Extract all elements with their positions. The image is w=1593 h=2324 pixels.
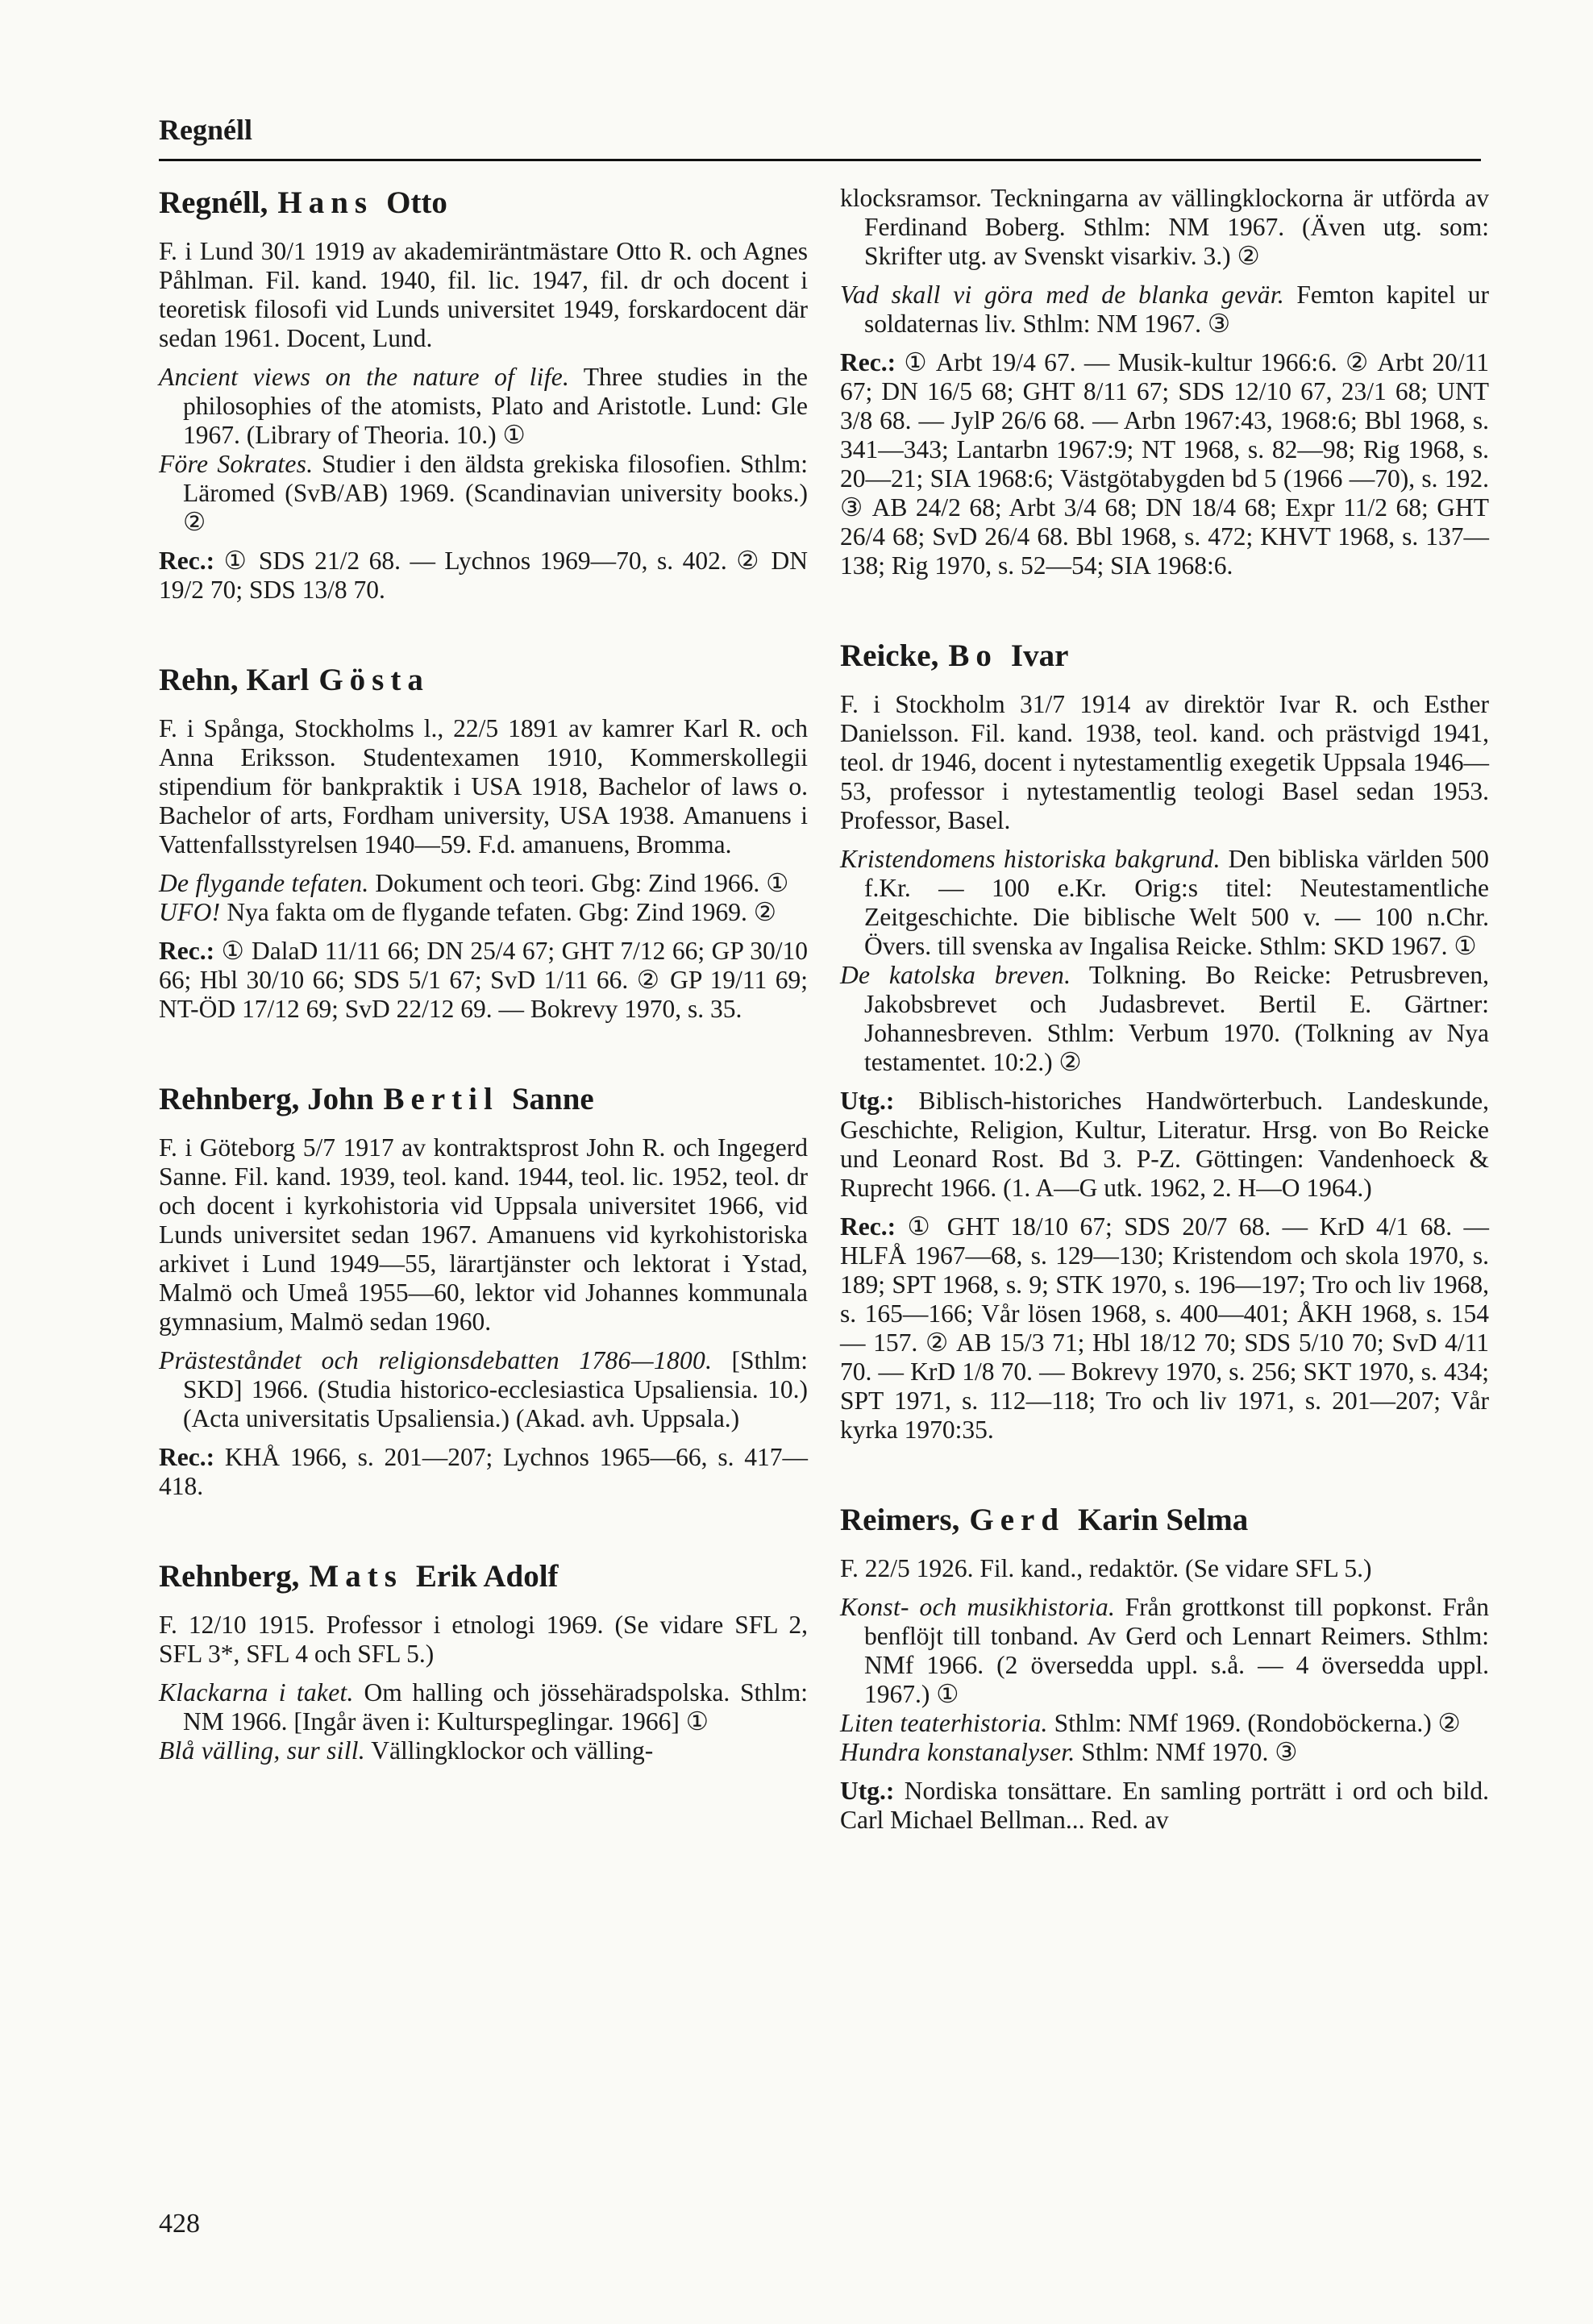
rec-line-label: Rec.:: [159, 1443, 215, 1471]
entry-surname: Reimers,: [840, 1503, 960, 1537]
work-item: [840, 961, 1489, 1077]
rec-line-text: KHÅ 1966, s. 201—207; Lychnos 1965—66, s. 417—418.: [159, 1443, 809, 1500]
entry-given-name: Gerd: [969, 1503, 1066, 1537]
work-details: [Sthlm: SKD] 1966. (Studia historico-ecclesiastica Upsaliensia. 10.) (Acta universitatis Upsaliensia.) (Akad. avh. Uppsala.): [183, 1346, 809, 1432]
work-item: [159, 450, 808, 537]
work-item: [159, 869, 808, 898]
work-details: Three studies in the philosophies of the atomists, Plato and Aristotle. Lund: Gle 1967. (Library of Theoria. 10.) ①: [183, 363, 808, 449]
entry: [840, 637, 1489, 1445]
work-item: [159, 1346, 808, 1433]
entry-bio: F. i Spånga, Stockholms l., 22/5 1891 av kamrer Karl R. och Anna Eriksson. Studentexamen 1910, Kommerskollegii stipendium för bankpraktik i USA 1918, Bachelor of laws o. Bachelor of arts, Fordham university, USA 1938. Amanuens i Vattenfallsstyrelsen 1940—59. F.d. amanuens, Bromma.: [159, 714, 808, 859]
work-details: Dokument och teori. Gbg: Zind 1966. ①: [368, 869, 789, 897]
work-title: Vad skall vi göra med de blanka gevär.: [840, 281, 1285, 309]
work-title: Prästeståndet och religionsdebatten 1786—1800.: [159, 1346, 713, 1374]
running-head: Regnéll: [159, 114, 252, 146]
work-details: Tolkning. Bo Reicke: Petrusbreven, Jakobsbrevet och Judasbrevet. Bertil E. Gärtner: Johannesbreven. Sthlm: Verbum 1970. (Tolkning av Nya testamentet. 10:2.) ②: [864, 961, 1490, 1076]
entry-surname: Reicke,: [840, 638, 939, 673]
rec-line-text: ① GHT 18/10 67; SDS 20/7 68. — KrD 4/1 68. — HLFÅ 1967—68, s. 129—130; Kristendom och skola 1970, s. 189; SPT 1968, s. 9; STK 1970, s. 196—197; Tro och liv 1968, s. 165—166; Vår lösen 1968, s. 400—401; ÅKH 1968, s. 154— 157. ② AB 15/3 71; Hbl 18/12 70; SDS 5/10 70; SvD 4/11 70. — KrD 1/8 70. — Bokrevy 1970, s. 256; SKT 1970, s. 434; SPT 1971, s. 112—118; Tro och liv 1971, s. 201—207; Vår kyrka 1970:35.: [840, 1212, 1490, 1444]
work-item: [159, 1736, 808, 1765]
utg-line-label: Utg.:: [840, 1777, 895, 1805]
entry: [159, 1557, 808, 1765]
work-title: Blå välling, sur sill.: [159, 1736, 365, 1765]
work-title: Konst- och musikhistoria.: [840, 1593, 1116, 1621]
work-details: Från grottkonst till popkonst. Från benflöjt till tonband. Av Gerd och Lennart Reimers. Sthlm: NMf 1966. (2 översedda uppl. s.å. — 4 översedda uppl. 1967.) ①: [864, 1593, 1489, 1708]
entry-bio: F. 22/5 1926. Fil. kand., redaktör. (Se vidare SFL 5.): [840, 1554, 1372, 1582]
work-title: Hundra konstanalyser.: [840, 1738, 1075, 1766]
work-details: klocksramsor. Teckningarna av vällingklockorna är utförda av Ferdinand Boberg. Sthlm: NM 1967. (Även utg. som: Skrifter utg. av Svenskt visarkiv. 3.) ②: [840, 184, 1489, 270]
work-item: [159, 898, 808, 927]
header-rule: [159, 159, 1481, 161]
entry-surname: Rehnberg, John: [159, 1082, 374, 1116]
work-title: UFO!: [159, 898, 221, 926]
rec-line: [159, 937, 808, 1024]
work-title: Före Sokrates.: [159, 450, 314, 478]
work-title: Liten teaterhistoria.: [840, 1709, 1048, 1737]
entry-other-names: Erik Adolf: [415, 1559, 559, 1594]
entry: [159, 1080, 808, 1501]
entry-bio: F. i Lund 30/1 1919 av akademiräntmästare Otto R. och Agnes Påhlman. Fil. kand. 1940, fil. lic. 1947, fil. dr och docent i teoretisk filosofi vid Lunds universitet 1949, forskardocent där sedan 1961. Docent, Lund.: [159, 237, 808, 352]
utg-line-text: Nordiska tonsättare. En samling porträtt i ord och bild. Carl Michael Bellman... Red. av: [840, 1777, 1490, 1834]
entry-bio: F. 12/10 1915. Professor i etnologi 1969. (Se vidare SFL 2, SFL 3*, SFL 4 och SFL 5.): [159, 1611, 808, 1668]
utg-line-text: Biblisch-historiches Handwörterbuch. Landeskunde, Geschichte, Religion, Kultur, Literatur. Hrsg. von Bo Reicke und Leonard Rost. Bd 3. P-Z. Göttingen: Vandenhoeck & Ruprecht 1966. (1. A—G utk. 1962, 2. H—O 1964.): [840, 1087, 1490, 1202]
work-details: Den bibliska världen 500 f.Kr. — 100 e.Kr. Orig:s titel: Neutestamentliche Zeitgeschichte. Die biblische Welt 500 v. — 100 n.Chr. Övers. till svenska av Ingalisa Reicke. Sthlm: SKD 1967. ①: [864, 845, 1490, 960]
entry-surname: Regnéll,: [159, 185, 268, 220]
right-column: [840, 184, 1489, 1891]
entry-heading: [159, 184, 808, 222]
utg-line: [840, 1777, 1489, 1835]
entry-heading: [159, 1080, 808, 1119]
entry-bio: F. i Göteborg 5/7 1917 av kontraktsprost John R. och Ingegerd Sanne. Fil. kand. 1939, teol. kand. 1944, teol. lic. 1952, teol. dr och docent i kyrkohistoria vid Uppsala universitet 1966, vid Lunds universitet sedan 1967. Amanuens vid kyrkohistoriska arkivet i Lund 1949—55, lärartjänster och lektorat i Ystad, Malmö och Umeå 1955—60, lektor vid Johannes kommunala gymnasium, Malmö sedan 1960.: [159, 1133, 808, 1336]
work-item: [840, 1709, 1489, 1738]
work-details: Sthlm: NMf 1969. (Rondoböckerna.) ②: [1047, 1709, 1461, 1737]
entry-surname: Rehn, Karl: [159, 663, 310, 697]
entry: [840, 1501, 1489, 1835]
rec-line-label: Rec.:: [840, 348, 896, 376]
work-item: [159, 363, 808, 450]
work-item: [840, 281, 1489, 339]
work-details: Vällingklockor och välling-: [365, 1736, 654, 1765]
rec-line: [840, 348, 1489, 580]
work-details: Studier i den äldsta grekiska filosofien. Sthlm: Läromed (SvB/AB) 1969. (Scandinavian university books.) ②: [183, 450, 808, 536]
entry-other-names: Sanne: [511, 1082, 594, 1116]
entry-given-name: Hans: [277, 185, 374, 220]
work-item: [840, 184, 1489, 271]
page-number: 428: [159, 2209, 200, 2239]
rec-line-label: Rec.:: [159, 937, 215, 965]
entry-heading: [159, 1557, 808, 1596]
work-item: [840, 1593, 1489, 1709]
entry-surname: Rehnberg,: [159, 1559, 300, 1594]
entry: [159, 184, 808, 605]
entry-bio: F. i Stockholm 31/7 1914 av direktör Ivar R. och Esther Danielsson. Fil. kand. 1938, teol. kand. och prästvigd 1941, teol. dr 1946, docent i nytestamentlig exegetik Uppsala 1946—53, professor i nytestamentlig teologi Basel sedan 1953. Professor, Basel.: [840, 690, 1489, 834]
rec-line: [159, 1443, 808, 1501]
entry-heading: [840, 637, 1489, 676]
entry-continuation: [840, 184, 1489, 580]
utg-line: [840, 1087, 1489, 1203]
work-item: [840, 1738, 1489, 1767]
work-title: Kristendomens historiska bakgrund.: [840, 845, 1221, 873]
rec-line: [159, 547, 808, 605]
work-title: Ancient views on the nature of life.: [159, 363, 570, 391]
entry: [159, 661, 808, 1024]
entry-given-name: Gösta: [318, 663, 430, 697]
work-details: Om halling och jössehäradspolska. Sthlm: NM 1966. [Ingår även i: Kulturspeglingar. 1966] ①: [183, 1678, 808, 1736]
entry-other-names: Otto: [386, 185, 447, 220]
work-details: Nya fakta om de flygande tefaten. Gbg: Zind 1969. ②: [220, 898, 776, 926]
work-title: Klackarna i taket.: [159, 1678, 354, 1707]
rec-line-text: ① DalaD 11/11 66; DN 25/4 67; GHT 7/12 66; GP 30/10 66; Hbl 30/10 66; SDS 5/1 67; SvD 1/11 66. ② GP 19/11 69; NT-ÖD 17/12 69; SvD 22/12 69. — Bokrevy 1970, s. 35.: [159, 937, 809, 1023]
entry-heading: [840, 1501, 1489, 1540]
work-details: Sthlm: NMf 1970. ③: [1075, 1738, 1298, 1766]
entry-given-name: Bo: [948, 638, 998, 673]
entry-given-name: Mats: [309, 1559, 403, 1594]
work-title: De katolska breven.: [840, 961, 1071, 989]
rec-line-text: ① Arbt 19/4 67. — Musik-kultur 1966:6. ② Arbt 20/11 67; DN 16/5 68; GHT 8/11 67; SDS 12/10 67, 23/1 68; UNT 3/8 68. — JylP 26/6 68. — Arbn 1967:43, 1968:6; Bbl 1968, s. 341—343; Lantarbn 1967:9; NT 1968, s. 82—98; Rig 1968, s. 20—21; SIA 1968:6; Västgötabygden bd 5 (1966 —70), s. 192. ③ AB 24/2 68; Arbt 3/4 68; DN 18/4 68; Expr 11/2 68; GHT 26/4 68; SvD 26/4 68. Bbl 1968, s. 472; KHVT 1968, s. 137—138; Rig 1970, s. 52—54; SIA 1968:6.: [840, 348, 1489, 580]
rec-line-label: Rec.:: [840, 1212, 896, 1241]
entry-given-name: Bertil: [383, 1082, 499, 1116]
work-item: [840, 845, 1489, 961]
entry-heading: [159, 661, 808, 700]
left-column: [159, 184, 808, 1822]
rec-line-label: Rec.:: [159, 547, 215, 575]
utg-line-label: Utg.:: [840, 1087, 895, 1115]
entry-other-names: Karin Selma: [1078, 1503, 1249, 1537]
rec-line-text: ① SDS 21/2 68. — Lychnos 1969—70, s. 402. ② DN 19/2 70; SDS 13/8 70.: [159, 547, 809, 604]
entry-other-names: Ivar: [1010, 638, 1069, 673]
work-details: Femton kapitel ur soldaternas liv. Sthlm: NM 1967. ③: [864, 281, 1489, 338]
work-item: [159, 1678, 808, 1736]
rec-line: [840, 1212, 1489, 1445]
work-title: De flygande tefaten.: [159, 869, 369, 897]
